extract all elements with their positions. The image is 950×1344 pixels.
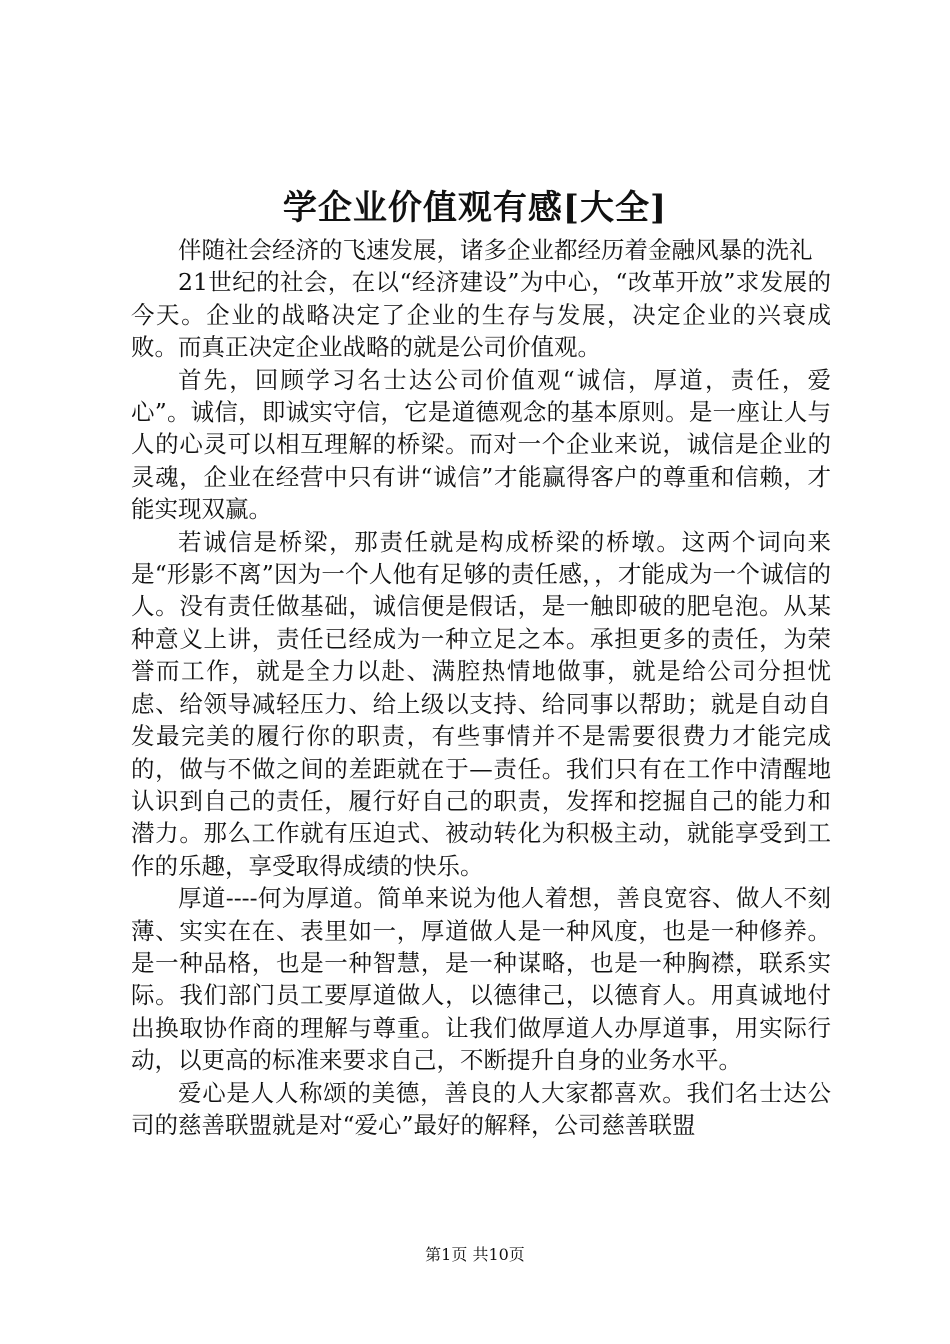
paragraph: 21世纪的社会，在以“经济建设”为中心，“改革开放”求发展的今天。企业的战略决定了企业的生存与发展，决定企业的兴衰成败。而真正决定企业战略的就是公司价值观。: [131, 268, 831, 362]
paragraph: 爱心是人人称颂的美德，善良的人大家都喜欢。我们名士达公司的慈善联盟就是对“爱心”最好的解释，公司慈善联盟: [131, 1078, 831, 1139]
paragraph: 首先，回顾学习名士达公司价值观“诚信，厚道，责任，爱心”。诚信，即诚实守信，它是道德观念的基本原则。是一座让人与人的心灵可以相互理解的桥梁。而对一个企业来说，诚信是企业的灵魂，企业在经营中只有讲“诚信”才能赢得客户的尊重和信赖，才能实现双赢。: [131, 365, 831, 524]
document-title: 学企业价值观有感[大全]: [282, 188, 668, 228]
paragraph: 若诚信是桥梁，那责任就是构成桥梁的桥墩。这两个词向来是“形影不离”因为一个人他有足够的责任感，，才能成为一个诚信的人。没有责任做基础，诚信便是假话，是一触即破的肥皂泡。从某种意义上讲，责任已经成为一种立足之本。承担更多的责任，为荣誉而工作，就是全力以赴、满腔热情地做事，就是给公司分担忧虑、给领导减轻压力、给上级以支持、给同事以帮助；就是自动自发最完美的履行你的职责，有些事情并不是需要很费力才能完成的，做与不做之间的差距就在于—责任。我们只有在工作中清醒地认识到自己的责任，履行好自己的职责，发挥和挖掘自己的能力和潜力。那么工作就有压迫式、被动转化为积极主动，就能享受到工作的乐趣，享受取得成绩的快乐。: [131, 527, 831, 880]
document-body: [131, 234, 831, 1141]
paragraph: 厚道----何为厚道。简单来说为他人着想，善良宽容、做人不刻薄、实实在在、表里如一，厚道做人是一种风度，也是一种修养。是一种品格，也是一种智慧，是一种谋略，也是一种胸襟，联系实际。我们部门员工要厚道做人，以德律己，以德育人。用真诚地付出换取协作商的理解与尊重。让我们做厚道人办厚道事，用实际行动，以更高的标准来要求自己，不断提升自身的业务水平。: [131, 884, 831, 1075]
paragraph: 伴随社会经济的飞速发展，诸多企业都经历着金融风暴的洗礼: [178, 236, 813, 264]
page-footer: 第1页 共10页: [425, 1245, 525, 1264]
